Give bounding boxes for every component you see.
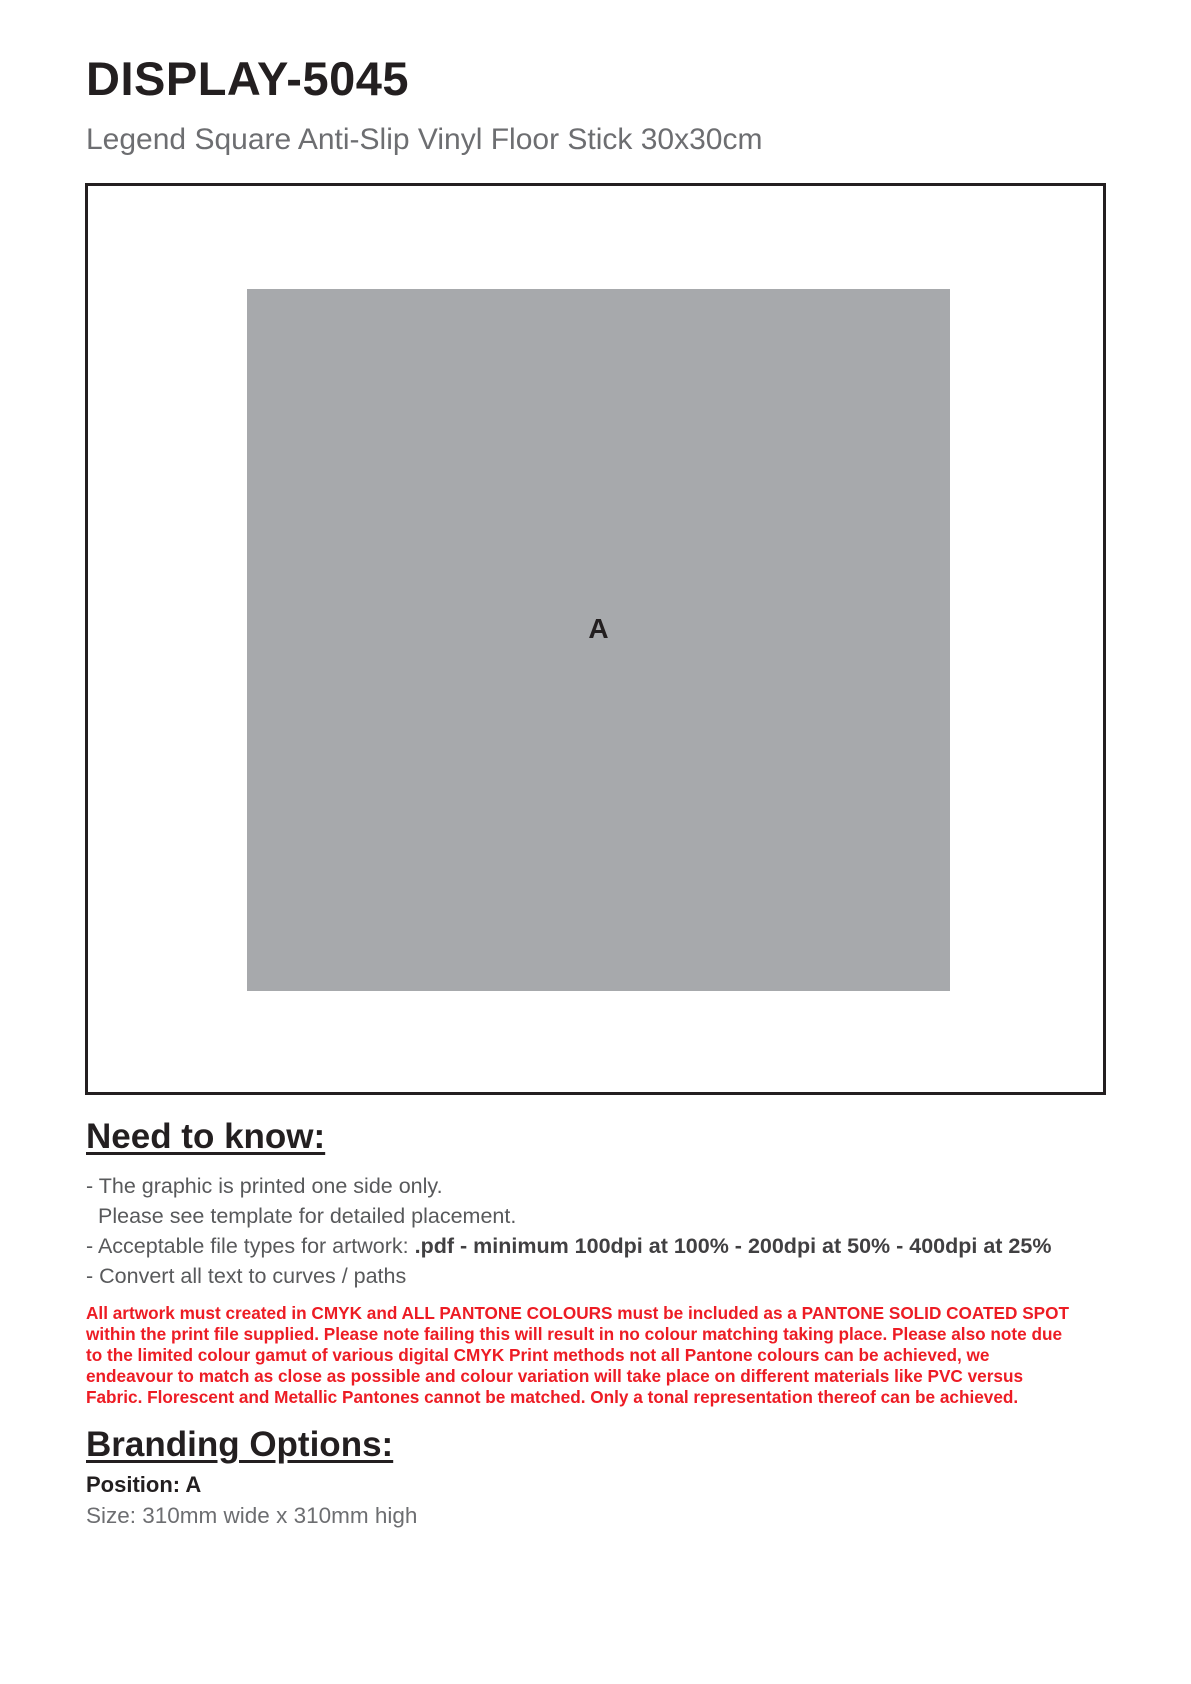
colour-warning-line: within the print file supplied. Please note failing this will result in no colour matching taking place. Please also note due bbox=[86, 1324, 1063, 1344]
note-template-placement: Please see template for detailed placement. bbox=[98, 1204, 517, 1228]
note-file-types bbox=[86, 1231, 1146, 1261]
product-description: Legend Square Anti-Slip Vinyl Floor Stick 30x30cm bbox=[86, 123, 763, 156]
note-print-side: - The graphic is printed one side only. bbox=[86, 1174, 443, 1198]
need-to-know-list bbox=[86, 1171, 1146, 1291]
product-code-title: DISPLAY-5045 bbox=[86, 52, 409, 105]
note-file-types-label: - Acceptable file types for artwork: bbox=[86, 1234, 415, 1258]
colour-warning-line: All artwork must created in CMYK and ALL PANTONE COLOURS must be included as a PANTONE SOLID COATED SPOT bbox=[86, 1303, 1070, 1323]
branding-position: Position: A bbox=[86, 1472, 202, 1497]
branding-options-heading: Branding Options: bbox=[86, 1425, 394, 1464]
need-to-know-heading: Need to know: bbox=[86, 1117, 326, 1156]
print-area-label: A bbox=[588, 613, 609, 644]
note-convert-text: - Convert all text to curves / paths bbox=[86, 1264, 407, 1288]
colour-warning bbox=[86, 1303, 1111, 1408]
print-area-a bbox=[247, 289, 950, 991]
colour-warning-line: to the limited colour gamut of various digital CMYK Print methods not all Pantone colours can be achieved, we bbox=[86, 1345, 990, 1365]
note-file-types-spec: .pdf - minimum 100dpi at 100% - 200dpi at 50% - 400dpi at 25% bbox=[414, 1234, 1052, 1258]
colour-warning-line: endeavour to match as close as possible and colour variation will take place on different materials like PVC versus bbox=[86, 1366, 1024, 1386]
branding-size: Size: 310mm wide x 310mm high bbox=[86, 1503, 418, 1528]
colour-warning-line: Fabric. Florescent and Metallic Pantones cannot be matched. Only a tonal representation thereof can be achieved. bbox=[86, 1387, 1019, 1407]
